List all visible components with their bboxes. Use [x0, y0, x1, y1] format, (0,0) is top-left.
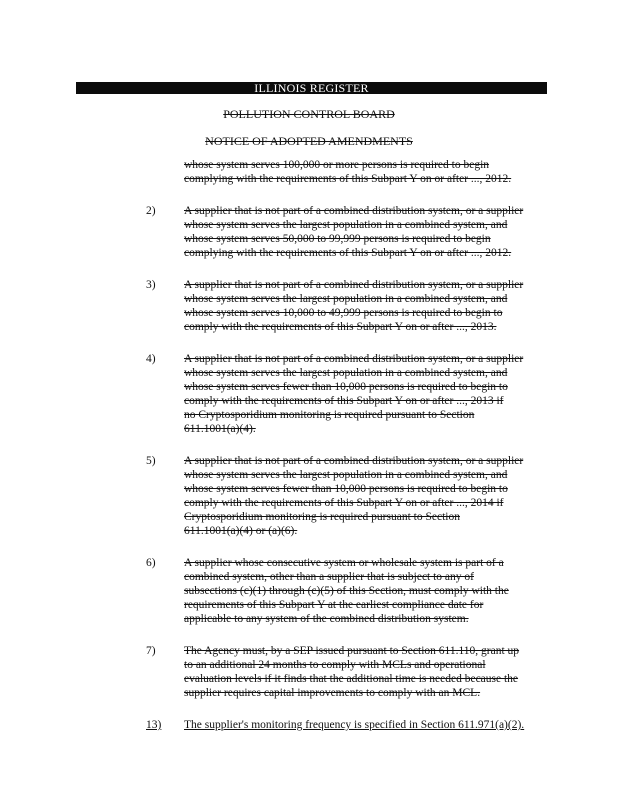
text-line: whose system serves 10,000 to 49,999 persons is required to begin to [184, 307, 503, 319]
text-line: whose system serves the largest population in a combined system, and [184, 293, 508, 305]
item-number: 4) [146, 353, 156, 365]
text-line: A supplier that is not part of a combined distribution system, or a supplier [184, 205, 524, 217]
document-body [146, 158, 546, 750]
text-line: combined system, other than a supplier that is subject to any of [184, 571, 474, 583]
item-number: 5) [146, 455, 156, 467]
item-number: 6) [146, 557, 156, 569]
text-line: complying with the requirements of this Subpart Y on or after ..., 2012. [184, 247, 512, 259]
register-header-bar [76, 82, 547, 94]
text-line: whose system serves the largest population in a combined system, and [184, 469, 508, 481]
register-title: ILLINOIS REGISTER [254, 81, 369, 95]
text-line: 611.1001(a)(4) or (a)(6). [184, 525, 298, 537]
text-line: whose system serves 50,000 to 99,999 persons is required to begin [184, 233, 491, 245]
text-line: subsections (c)(1) through (c)(5) of this Section, must comply with the [184, 585, 509, 597]
item-text [184, 644, 546, 700]
text-line: whose system serves fewer than 10,000 persons is required to begin to [184, 483, 508, 495]
text-line: complying with the requirements of this Subpart Y on or after ..., 2012. [184, 173, 512, 185]
list-item [146, 644, 546, 700]
text-line: A supplier that is not part of a combined distribution system, or a supplier [184, 353, 524, 365]
text-line: applicable to any system of the combined distribution system. [184, 613, 469, 625]
text-line: whose system serves fewer than 10,000 persons is required to begin to [184, 381, 508, 393]
item-number: 13) [146, 719, 162, 731]
text-line: requirements of this Subpart Y at the earliest compliance date for [184, 599, 484, 611]
text-line: The Agency must, by a SEP issued pursuant to Section 611.110, grant up [184, 645, 520, 657]
text-line: whose system serves the largest population in a combined system, and [184, 219, 508, 231]
item-number: 7) [146, 645, 156, 657]
list-item-final [146, 718, 546, 732]
text-line: A supplier that is not part of a combined distribution system, or a supplier [184, 279, 524, 291]
text-line: no Cryptosporidium monitoring is required pursuant to Section [184, 409, 475, 421]
text-line: A supplier whose consecutive system or wholesale system is part of a [184, 557, 504, 569]
text-line: supplier requires capital improvements to comply with an MCL. [184, 687, 481, 699]
item-number: 3) [146, 279, 156, 291]
text-line: A supplier that is not part of a combined distribution system, or a supplier [184, 455, 524, 467]
list-item [146, 556, 546, 626]
text-line: Cryptosporidium monitoring is required pursuant to Section [184, 511, 460, 523]
list-item [146, 204, 546, 260]
text-line: 611.1001(a)(4). [184, 423, 256, 435]
item-text [184, 718, 546, 732]
text-line: comply with the requirements of this Subpart Y on or after ..., 2014 if [184, 497, 504, 509]
list-item [146, 352, 546, 436]
text-line: comply with the requirements of this Subpart Y on or after ..., 2013 if [184, 395, 504, 407]
item-text [184, 158, 546, 186]
text-line: to an additional 24 months to comply with MCLs and operational [184, 659, 486, 671]
text-line: The supplier's monitoring frequency is specified in Section 611.971(a)(2). [184, 719, 525, 731]
text-line: whose system serves 100,000 or more persons is required to begin [184, 159, 490, 171]
item-text [184, 204, 546, 260]
list-item [146, 454, 546, 538]
item-text [184, 278, 546, 334]
text-line: evaluation levels if it finds that the additional time is needed because the [184, 673, 519, 685]
notice-title: NOTICE OF ADOPTED AMENDMENTS [205, 134, 413, 148]
item-text [184, 352, 546, 436]
item-text [184, 454, 546, 538]
list-item [146, 158, 546, 186]
item-text [184, 556, 546, 626]
text-line: comply with the requirements of this Subpart Y on or after ..., 2013. [184, 321, 497, 333]
text-line: whose system serves the largest population in a combined system, and [184, 367, 508, 379]
item-number: 2) [146, 205, 156, 217]
list-item [146, 278, 546, 334]
board-title: POLLUTION CONTROL BOARD [223, 107, 395, 121]
